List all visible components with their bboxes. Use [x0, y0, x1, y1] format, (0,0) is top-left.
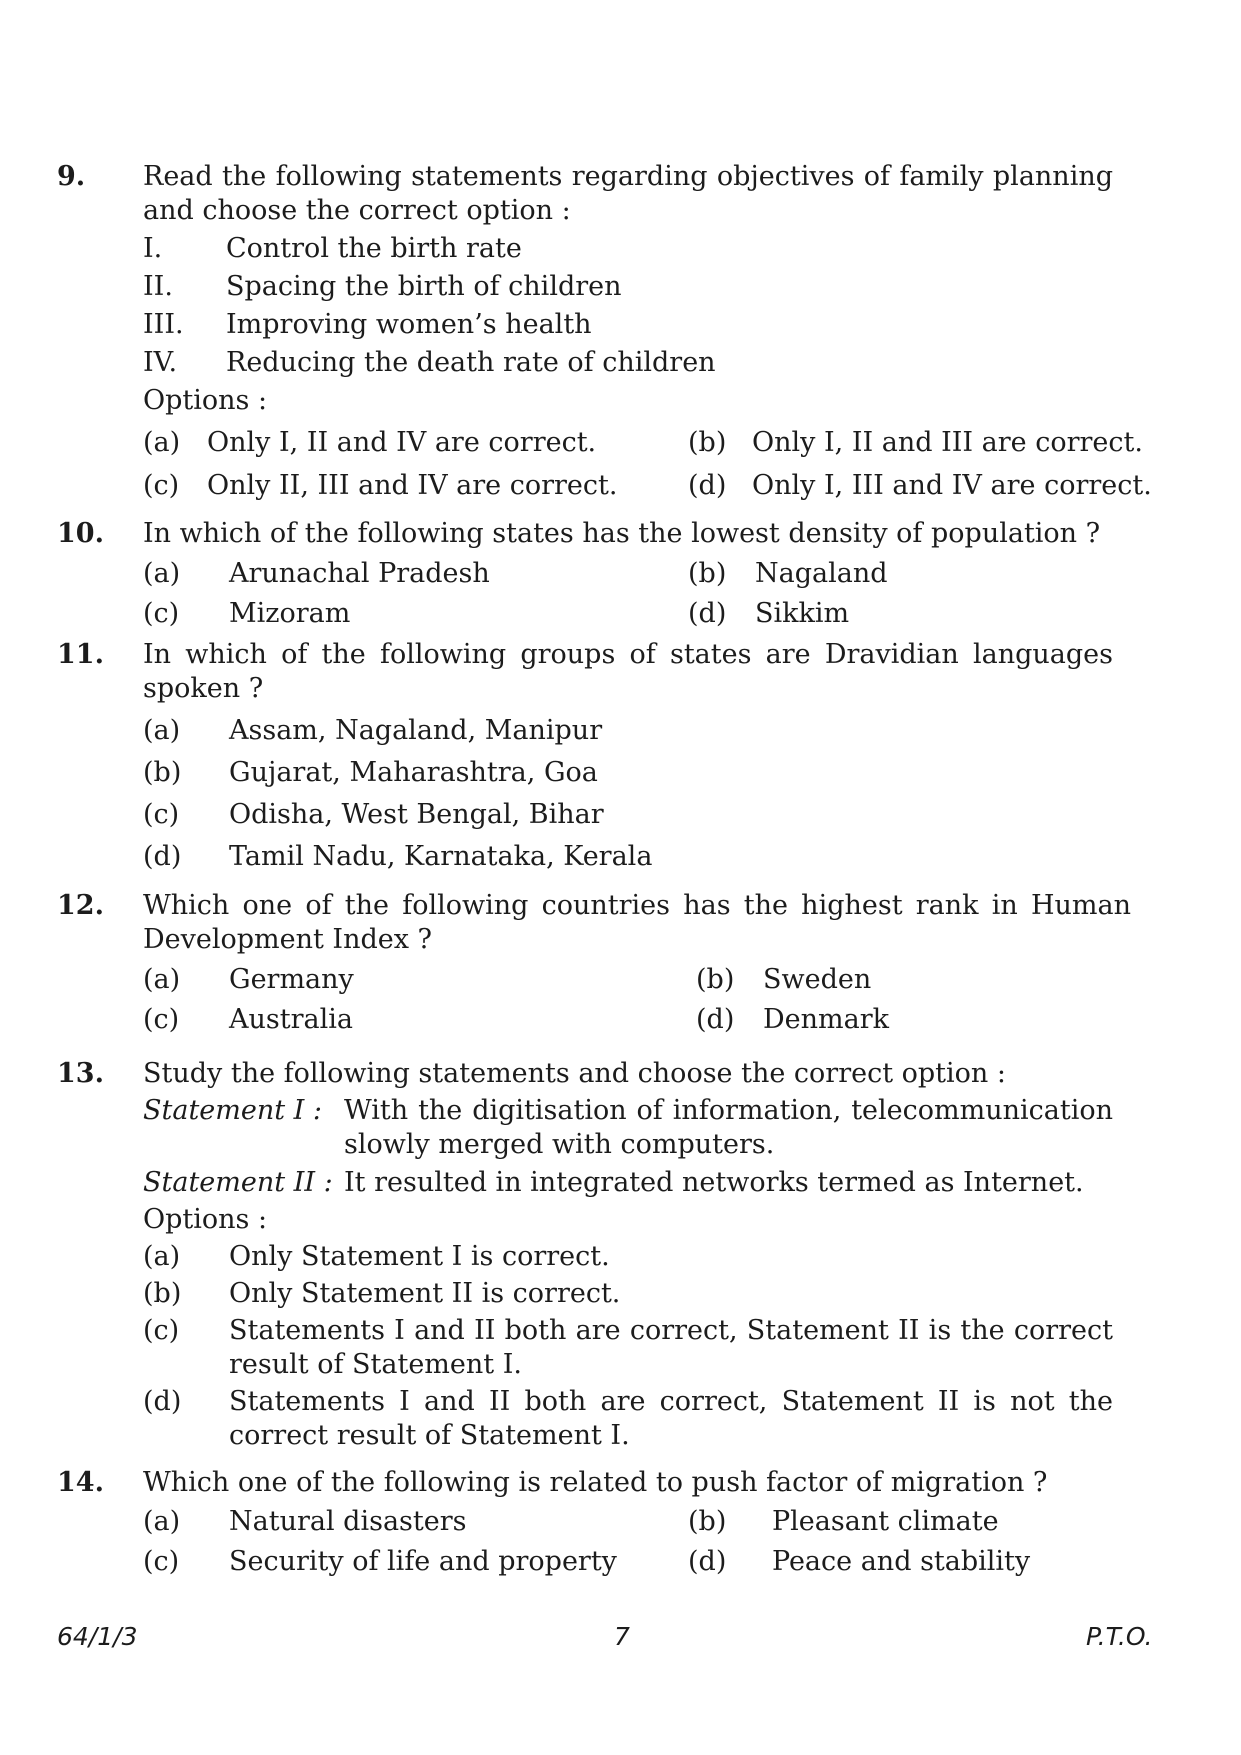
question-text: and choose the correct option : [143, 195, 571, 226]
option-label: (d) [688, 1546, 727, 1577]
statement-label: Statement II : [143, 1167, 333, 1198]
option-text: Tamil Nadu, Karnataka, Kerala [229, 841, 653, 872]
question-number: 9. [57, 161, 86, 192]
statement-label: II. [143, 271, 173, 302]
option-label: (a) [143, 558, 181, 589]
question-text: Development Index ? [143, 924, 433, 955]
option-text: result of Statement I. [229, 1349, 522, 1380]
question-text: Which one of the following countries has the highest rank in Human [143, 890, 1131, 921]
statement-label: I. [143, 233, 163, 264]
option-label: (a) [143, 427, 181, 458]
statement-text: With the digitisation of information, telecommunication [344, 1095, 1113, 1126]
question-number: 12. [57, 890, 104, 921]
option-text: Statements I and II both are correct, Statement II is the correct [229, 1315, 1113, 1346]
option-text: Only Statement I is correct. [229, 1241, 610, 1272]
option-text: Sikkim [755, 598, 850, 629]
option-label: (d) [688, 598, 727, 629]
option-text: correct result of Statement I. [229, 1420, 630, 1451]
option-text: Only II, III and IV are correct. [207, 470, 618, 501]
statement-text: Spacing the birth of children [226, 271, 622, 302]
option-text: Odisha, West Bengal, Bihar [229, 799, 604, 830]
option-label: (b) [688, 1506, 727, 1537]
question-number: 14. [57, 1467, 104, 1498]
option-label: (d) [688, 470, 727, 501]
option-label: (b) [143, 757, 182, 788]
statement-label: III. [143, 309, 184, 340]
question-text: Study the following statements and choose the correct option : [143, 1058, 1006, 1089]
option-text: Statements I and II both are correct, Statement II is not the [229, 1386, 1113, 1417]
question-text: Which one of the following is related to push factor of migration ? [143, 1467, 1048, 1498]
option-label: (a) [143, 1506, 181, 1537]
question-number: 11. [57, 639, 104, 670]
statement-text: Reducing the death rate of children [226, 347, 716, 378]
option-label: (c) [143, 1004, 180, 1035]
option-text: Germany [229, 964, 354, 995]
option-text: Only I, II and IV are correct. [207, 427, 597, 458]
statement-label: Statement I : [143, 1095, 323, 1126]
question-number: 13. [57, 1058, 104, 1089]
option-label: (d) [143, 841, 182, 872]
option-label: (c) [143, 1546, 180, 1577]
option-label: (c) [143, 470, 180, 501]
option-text: Mizoram [229, 598, 351, 629]
option-text: Denmark [763, 1004, 889, 1035]
option-label: (c) [143, 598, 180, 629]
question-number: 10. [57, 518, 104, 549]
option-text: Pleasant climate [772, 1506, 999, 1537]
statement-text: Improving women’s health [226, 309, 592, 340]
option-text: Only Statement II is correct. [229, 1278, 621, 1309]
options-heading: Options : [143, 1204, 268, 1235]
question-text: spoken ? [143, 673, 264, 704]
option-label: (d) [696, 1004, 735, 1035]
question-text: In which of the following groups of states are Dravidian languages [143, 639, 1113, 670]
option-label: (a) [143, 1241, 181, 1272]
option-text: Natural disasters [229, 1506, 467, 1537]
option-text: Only I, II and III are correct. [752, 427, 1143, 458]
option-label: (a) [143, 964, 181, 995]
pto-label: P.T.O. [1086, 1622, 1153, 1651]
option-text: Gujarat, Maharashtra, Goa [229, 757, 598, 788]
option-label: (b) [688, 558, 727, 589]
statement-text: It resulted in integrated networks termed as Internet. [344, 1167, 1084, 1198]
option-text: Security of life and property [229, 1546, 617, 1577]
options-heading: Options : [143, 385, 268, 416]
option-text: Sweden [763, 964, 872, 995]
option-label: (c) [143, 799, 180, 830]
option-text: Assam, Nagaland, Manipur [229, 715, 603, 746]
option-text: Only I, III and IV are correct. [752, 470, 1152, 501]
option-label: (c) [143, 1315, 180, 1346]
option-label: (b) [688, 427, 727, 458]
question-text: In which of the following states has the lowest density of population ? [143, 518, 1101, 549]
question-text: Read the following statements regarding objectives of family planning [143, 161, 1113, 192]
option-label: (b) [143, 1278, 182, 1309]
option-text: Arunachal Pradesh [229, 558, 490, 589]
option-label: (b) [696, 964, 735, 995]
statement-label: IV. [143, 347, 178, 378]
paper-code: 64/1/3 [57, 1622, 138, 1651]
option-text: Peace and stability [772, 1546, 1031, 1577]
option-label: (d) [143, 1386, 182, 1417]
page-number: 7 [614, 1622, 630, 1651]
option-text: Nagaland [755, 558, 888, 589]
option-label: (a) [143, 715, 181, 746]
option-text: Australia [229, 1004, 353, 1035]
statement-text: Control the birth rate [226, 233, 522, 264]
statement-text: slowly merged with computers. [344, 1129, 775, 1160]
